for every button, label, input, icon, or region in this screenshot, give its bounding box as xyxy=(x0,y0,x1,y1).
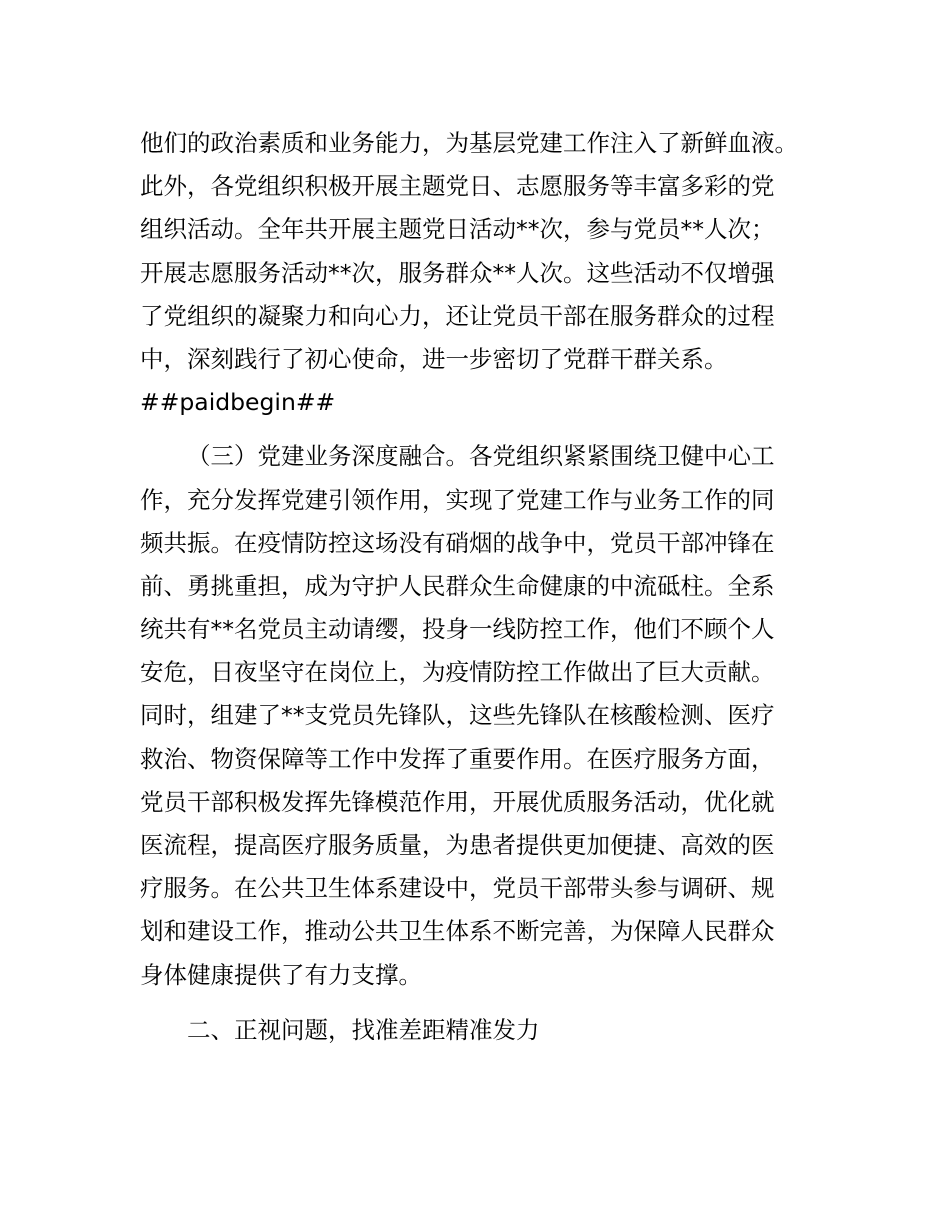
document-body xyxy=(140,122,840,1052)
text-line: 救治、物资保障等工作中发挥了重要作用。在医疗服务方面， xyxy=(140,744,775,773)
text-line: 党员干部积极发挥先锋模范作用，开展优质服务活动，优化就 xyxy=(140,787,775,816)
text-line: 医流程，提高医疗服务质量，为患者提供更加便捷、高效的医 xyxy=(140,831,775,859)
text-line: 频共振。在疫情防控这场没有硝烟的战争中，党员干部冲锋在 xyxy=(140,528,775,557)
text-line: （三）党建业务深度融合。各党组织紧紧围绕卫健中心工 xyxy=(187,442,775,471)
section-heading xyxy=(140,1009,840,1052)
paid-marker: ##paidbegin## xyxy=(140,388,336,417)
paragraph-continuation xyxy=(140,122,840,424)
section-heading-text: 二、正视问题，找准差距精准发力 xyxy=(187,1015,540,1044)
text-line: 同时，组建了**支党员先锋队，这些先锋队在核酸检测、医疗 xyxy=(140,701,775,730)
text-line: 了党组织的凝聚力和向心力，还让党员干部在服务群众的过程 xyxy=(140,301,775,330)
text-line: 前、勇挑重担，成为守护人民群众生命健康的中流砥柱。全系 xyxy=(140,571,775,600)
text-line: 此外，各党组织积极开展主题党日、志愿服务等丰富多彩的党 xyxy=(140,172,775,201)
paragraph-party-business-integration xyxy=(140,435,840,996)
text-line: 他们的政治素质和业务能力，为基层党建工作注入了新鲜血液。 xyxy=(140,129,798,157)
text-line: 作，充分发挥党建引领作用，实现了党建工作与业务工作的同 xyxy=(140,485,775,514)
text-line: 身体健康提供了有力支撑。 xyxy=(140,960,422,989)
text-line: 组织活动。全年共开展主题党日活动**次，参与党员**人次； xyxy=(140,215,775,244)
text-line: 疗服务。在公共卫生体系建设中，党员干部带头参与调研、规 xyxy=(140,874,775,903)
text-line: 安危，日夜坚守在岗位上，为疫情防控工作做出了巨大贡献。 xyxy=(140,658,775,687)
text-line: 统共有**名党员主动请缨，投身一线防控工作，他们不顾个人 xyxy=(140,615,775,644)
text-line: 中，深刻践行了初心使命，进一步密切了党群干群关系。 xyxy=(140,344,728,373)
text-line: 开展志愿服务活动**次，服务群众**人次。这些活动不仅增强 xyxy=(140,258,775,287)
text-line: 划和建设工作，推动公共卫生体系不断完善，为保障人民群众 xyxy=(140,917,775,946)
